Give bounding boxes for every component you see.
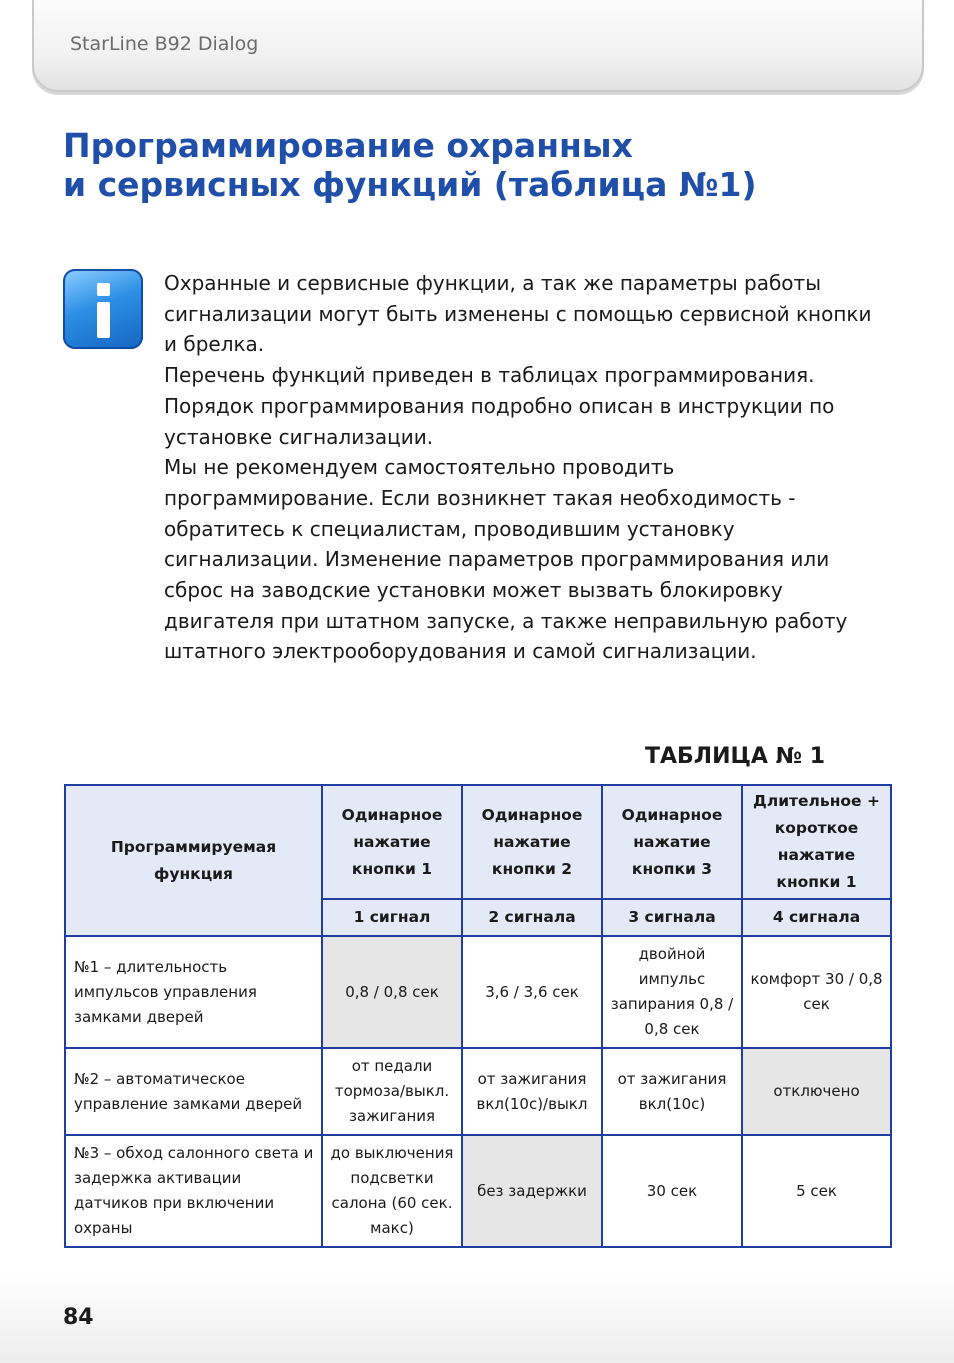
intro-paragraph: Перечень функций приведен в таблицах программирования. <box>164 363 815 388</box>
page-title <box>63 126 883 204</box>
row-value: до выключения подсветки салона (60 сек. макс) <box>322 1135 462 1247</box>
table-header-row <box>65 785 891 899</box>
info-icon-bar <box>97 302 110 338</box>
intro-paragraph: Охранные и сервисные функции, а так же параметры работы сигнализации могут быть изменены с помощью сервисной кнопки и брелка. <box>164 271 872 357</box>
header-action-4: Длительное + короткое нажатие кнопки 1 <box>742 785 891 899</box>
table-caption: ТАБЛИЦА № 1 <box>645 744 826 769</box>
header-action-3: Одинарное нажатие кнопки 3 <box>602 785 742 899</box>
row-value: 3,6 / 3,6 сек <box>462 936 602 1048</box>
page-title-line-1: Программирование охранных <box>63 126 633 165</box>
row-value: комфорт 30 / 0,8 сек <box>742 936 891 1048</box>
row-function: №1 – длительность импульсов управления замками дверей <box>65 936 322 1048</box>
header-action-1: Одинарное нажатие кнопки 1 <box>322 785 462 899</box>
row-value-default: отключено <box>742 1048 891 1135</box>
row-function: №3 – обход салонного света и задержка активации датчиков при включении охраны <box>65 1135 322 1247</box>
row-function: №2 – автоматическое управление замками дверей <box>65 1048 322 1135</box>
row-value: двойной импульс запирания 0,8 / 0,8 сек <box>602 936 742 1048</box>
programming-table <box>64 784 892 1248</box>
header-signal-3: 3 сигнала <box>602 899 742 936</box>
page-title-line-2: и сервисных функций (таблица №1) <box>63 165 757 204</box>
header-title: StarLine B92 Dialog <box>70 33 259 55</box>
row-value: от зажигания вкл(10с)/выкл <box>462 1048 602 1135</box>
footer-band <box>0 1270 954 1363</box>
header-action-2: Одинарное нажатие кнопки 2 <box>462 785 602 899</box>
row-value: от педали тормоза/выкл. зажигания <box>322 1048 462 1135</box>
header-signal-2: 2 сигнала <box>462 899 602 936</box>
header-function: Программируемая функция <box>65 785 322 936</box>
header-signal-4: 4 сигнала <box>742 899 891 936</box>
table-row <box>65 1048 891 1135</box>
info-icon-dot <box>97 283 110 296</box>
row-value: 5 сек <box>742 1135 891 1247</box>
info-icon <box>63 269 143 349</box>
row-value: от зажигания вкл(10с) <box>602 1048 742 1135</box>
row-value-default: без задержки <box>462 1135 602 1247</box>
row-value: 30 сек <box>602 1135 742 1247</box>
row-value-default: 0,8 / 0,8 сек <box>322 936 462 1048</box>
header-signal-1: 1 сигнал <box>322 899 462 936</box>
intro-paragraph: Порядок программирования подробно описан в инструкции по установке сигнализации. <box>164 393 835 449</box>
intro-paragraph: Мы не рекомендуем самостоятельно проводить программирование. Если возникнет такая необходимость - обратитесь к специалистам, проводившим установку сигнализации. Изменение параметров программирования или сброс на заводские установки может вызвать блокировку двигателя при штатном запуске, а также неправильную работу штатного электрооборудования и самой сигнализации. <box>164 455 848 664</box>
table-row <box>65 1135 891 1247</box>
table-row <box>65 936 891 1048</box>
intro-text <box>164 268 884 667</box>
page-number: 84 <box>63 1305 94 1330</box>
